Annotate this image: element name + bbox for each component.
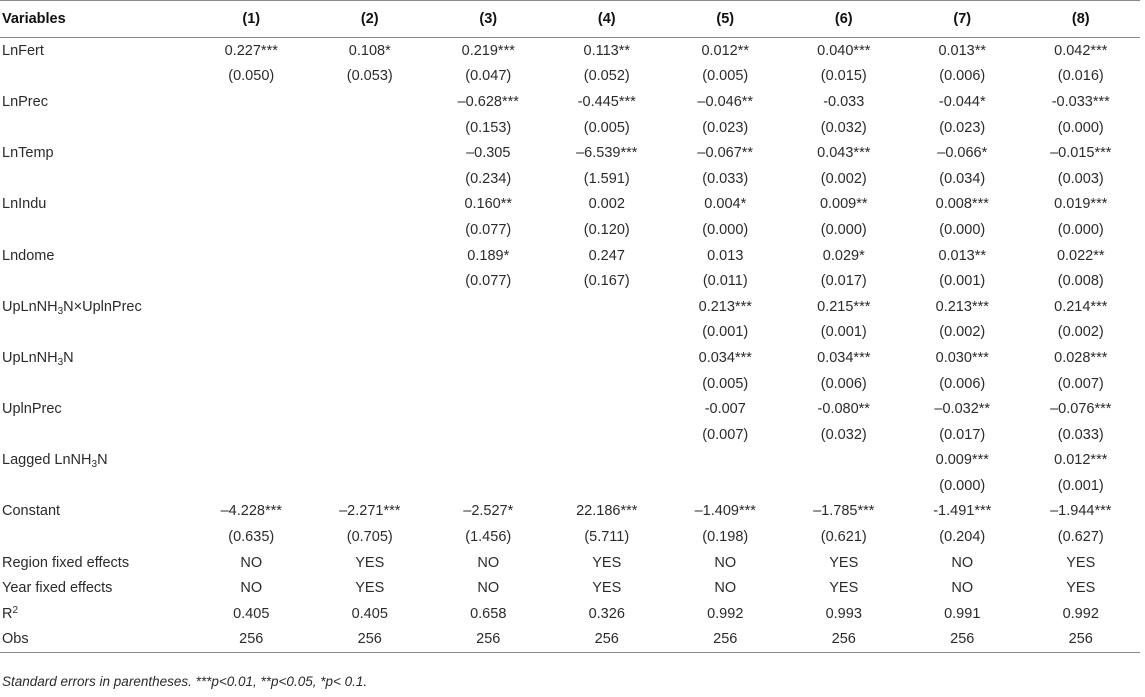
- cell-model-5: (0.001): [702, 324, 749, 341]
- cell-model-5: NO: [714, 554, 737, 571]
- cell-model-6: (0.001): [820, 324, 867, 341]
- variable-label: [0, 320, 192, 346]
- cell-model-8: 0.042***: [1054, 42, 1108, 59]
- variable-label: [0, 268, 192, 294]
- cell-model-4: [548, 422, 667, 448]
- cell-model-4: 22.186***: [576, 503, 638, 520]
- cell-model-5: (0.033): [702, 170, 749, 187]
- cell-model-7: (0.017): [939, 426, 986, 443]
- cell-model-1: [192, 448, 311, 474]
- cell-model-2: (0.053): [346, 68, 393, 85]
- cell-model-4: 0.002: [588, 196, 625, 213]
- cell-model-8: YES: [1066, 554, 1096, 571]
- cell-model-7: –0.066*: [937, 145, 988, 162]
- cell-model-6: 0.043***: [817, 145, 871, 162]
- cell-model-1: [192, 268, 311, 294]
- cell-model-5: (0.007): [702, 426, 749, 443]
- label-text: LnFert: [2, 42, 44, 59]
- row-lnindu-se: [0, 217, 1140, 243]
- label-text: LnPrec: [2, 93, 48, 110]
- cell-model-7: (0.000): [939, 221, 986, 238]
- cell-model-6: (0.015): [820, 68, 867, 85]
- variable-label: [0, 601, 192, 627]
- cell-model-2: YES: [355, 554, 385, 571]
- variable-label: [0, 550, 192, 576]
- cell-model-8: –1.944***: [1050, 503, 1112, 520]
- cell-model-5: 0.013: [707, 247, 744, 264]
- cell-model-7: –0.032**: [934, 401, 991, 418]
- cell-model-2: –2.271***: [339, 503, 401, 520]
- header-variables: Variables: [0, 1, 192, 38]
- cell-model-8: (0.016): [1057, 68, 1104, 85]
- cell-model-6: (0.006): [820, 375, 867, 392]
- cell-model-6: 0.009**: [819, 196, 868, 213]
- variable-label: [0, 89, 192, 115]
- cell-model-2: [311, 192, 430, 218]
- cell-model-3: (0.153): [465, 119, 512, 136]
- cell-model-7: 0.030***: [935, 349, 989, 366]
- variable-label: [0, 64, 192, 90]
- cell-model-6: 0.029*: [822, 247, 865, 264]
- cell-model-3: 256: [429, 627, 548, 653]
- variable-label: [0, 294, 192, 320]
- cell-model-6: [785, 448, 904, 474]
- cell-model-4: (0.120): [583, 221, 630, 238]
- row-lntemp: [0, 140, 1140, 166]
- cell-model-4: YES: [592, 554, 622, 571]
- cell-model-5: NO: [714, 580, 737, 597]
- cell-model-1: [192, 243, 311, 269]
- cell-model-2: [311, 89, 430, 115]
- cell-model-4: [548, 320, 667, 346]
- cell-model-3: (0.234): [465, 170, 512, 187]
- row-uplnnh3n: [0, 345, 1140, 371]
- cell-model-2: [311, 115, 430, 141]
- variable-label: [0, 524, 192, 550]
- cell-model-2: (0.705): [346, 529, 393, 546]
- cell-model-1: (0.635): [228, 529, 275, 546]
- label-subscript: 3: [57, 356, 64, 368]
- variable-label: [0, 115, 192, 141]
- variable-label: [0, 192, 192, 218]
- cell-model-8: –0.015***: [1050, 145, 1112, 162]
- cell-model-3: –0.628***: [457, 93, 519, 110]
- cell-model-1: [192, 345, 311, 371]
- label-text: Constant: [2, 503, 61, 520]
- cell-model-7: (0.002): [939, 324, 986, 341]
- variable-label: [0, 448, 192, 474]
- cell-model-8: 0.022**: [1056, 247, 1105, 264]
- cell-model-6: YES: [829, 580, 859, 597]
- cell-model-1: 0.405: [233, 605, 270, 622]
- cell-model-5: 0.992: [707, 605, 744, 622]
- cell-model-8: (0.002): [1057, 324, 1104, 341]
- cell-model-4: YES: [592, 580, 622, 597]
- variable-label: [0, 627, 192, 653]
- cell-model-8: (0.000): [1057, 119, 1104, 136]
- cell-model-4: (5.711): [584, 529, 630, 546]
- variable-label: [0, 371, 192, 397]
- row-lnprec-se: [0, 115, 1140, 141]
- table-header: [0, 1, 1140, 38]
- cell-model-8: 0.214***: [1054, 298, 1108, 315]
- cell-model-3: (0.047): [465, 68, 512, 85]
- row-lnindu: [0, 192, 1140, 218]
- cell-model-7: 0.013**: [938, 42, 987, 59]
- cell-model-8: (0.007): [1057, 375, 1104, 392]
- cell-model-3: NO: [477, 580, 500, 597]
- cell-model-7: (0.204): [939, 529, 986, 546]
- variable-label: [0, 473, 192, 499]
- label-text: UpLnNH: [2, 349, 58, 366]
- cell-model-6: YES: [829, 554, 859, 571]
- cell-model-1: [192, 89, 311, 115]
- cell-model-5: (0.005): [702, 375, 749, 392]
- cell-model-3: [429, 396, 548, 422]
- cell-model-5: –1.409***: [694, 503, 756, 520]
- cell-model-4: (0.005): [583, 119, 630, 136]
- row-year-fe: [0, 575, 1140, 601]
- cell-model-5: (0.023): [702, 119, 749, 136]
- cell-model-7: 0.013**: [938, 247, 987, 264]
- cell-model-2: [311, 243, 430, 269]
- cell-model-5: (0.011): [702, 273, 748, 290]
- cell-model-3: 0.658: [470, 605, 507, 622]
- cell-model-5: 256: [666, 627, 785, 653]
- row-uplnprec-se: [0, 422, 1140, 448]
- cell-model-8: (0.001): [1057, 477, 1104, 494]
- header-model-2: (2): [311, 1, 430, 38]
- cell-model-5: 0.034***: [698, 349, 752, 366]
- cell-model-3: [429, 448, 548, 474]
- cell-model-5: [666, 448, 785, 474]
- cell-model-3: (1.456): [465, 529, 512, 546]
- cell-model-1: [192, 371, 311, 397]
- cell-model-3: [429, 320, 548, 346]
- cell-model-1: –4.228***: [220, 503, 282, 520]
- label-text: Lagged LnNH: [2, 452, 92, 469]
- cell-model-4: 0.247: [588, 247, 625, 264]
- cell-model-1: [192, 473, 311, 499]
- cell-model-6: (0.621): [820, 529, 867, 546]
- label-text: UpLnNH: [2, 298, 58, 315]
- cell-model-2: [311, 371, 430, 397]
- label-subscript: 3: [91, 459, 98, 471]
- cell-model-1: NO: [240, 554, 263, 571]
- cell-model-4: 0.113**: [583, 42, 630, 59]
- cell-model-2: [311, 448, 430, 474]
- cell-model-5: [666, 473, 785, 499]
- cell-model-2: [311, 473, 430, 499]
- cell-model-6: 0.040***: [817, 42, 871, 59]
- row-lnfert-se: [0, 64, 1140, 90]
- row-uplnprec: [0, 396, 1140, 422]
- cell-model-3: –0.305: [466, 145, 511, 162]
- table-body: [0, 38, 1140, 653]
- cell-model-8: 0.019***: [1054, 196, 1108, 213]
- cell-model-3: [429, 345, 548, 371]
- variable-label: [0, 243, 192, 269]
- cell-model-6: (0.002): [820, 170, 867, 187]
- row-lndome-se: [0, 268, 1140, 294]
- row-lntemp-se: [0, 166, 1140, 192]
- variable-label: [0, 499, 192, 525]
- cell-model-7: -0.044*: [938, 93, 986, 110]
- cell-model-1: [192, 422, 311, 448]
- cell-model-6: (0.017): [820, 273, 867, 290]
- cell-model-8: (0.627): [1057, 529, 1104, 546]
- cell-model-3: (0.077): [465, 221, 512, 238]
- cell-model-3: 0.219***: [461, 42, 515, 59]
- cell-model-4: [548, 345, 667, 371]
- cell-model-7: 0.008***: [935, 196, 989, 213]
- cell-model-6: 256: [785, 627, 904, 653]
- cell-model-3: 0.189*: [467, 247, 510, 264]
- cell-model-7: 0.991: [944, 605, 981, 622]
- cell-model-1: [192, 192, 311, 218]
- variable-label: [0, 217, 192, 243]
- cell-model-1: 256: [192, 627, 311, 653]
- label-text: Year fixed effects: [2, 580, 113, 597]
- cell-model-1: [192, 294, 311, 320]
- row-r2: [0, 601, 1140, 627]
- header-model-4: (4): [548, 1, 667, 38]
- cell-model-8: 0.992: [1062, 605, 1099, 622]
- cell-model-7: (0.006): [939, 375, 986, 392]
- cell-model-8: -0.033***: [1051, 93, 1110, 110]
- cell-model-8: (0.033): [1057, 426, 1104, 443]
- variable-label: [0, 575, 192, 601]
- cell-model-5: –0.067**: [697, 145, 754, 162]
- label-text: N×UplnPrec: [63, 298, 142, 315]
- cell-model-2: [311, 294, 430, 320]
- cell-model-4: [548, 396, 667, 422]
- cell-model-1: [192, 320, 311, 346]
- cell-model-2: 0.405: [351, 605, 388, 622]
- cell-model-2: [311, 396, 430, 422]
- cell-model-5: 0.213***: [698, 298, 752, 315]
- row-lnfert: [0, 38, 1140, 64]
- cell-model-3: (0.077): [465, 273, 512, 290]
- cell-model-3: NO: [477, 554, 500, 571]
- cell-model-7: (0.023): [939, 119, 986, 136]
- cell-model-1: [192, 115, 311, 141]
- cell-model-4: –6.539***: [576, 145, 638, 162]
- cell-model-7: 256: [903, 627, 1022, 653]
- cell-model-4: 0.326: [588, 605, 625, 622]
- cell-model-2: [311, 217, 430, 243]
- variable-label: [0, 38, 192, 64]
- row-constant-se: [0, 524, 1140, 550]
- cell-model-5: (0.000): [702, 221, 749, 238]
- label-text: N: [63, 349, 74, 366]
- cell-model-4: (1.591): [583, 170, 630, 187]
- label-text: N: [97, 452, 108, 469]
- label-text: LnIndu: [2, 196, 47, 213]
- cell-model-3: [429, 294, 548, 320]
- variable-label: [0, 422, 192, 448]
- row-lagged: [0, 448, 1140, 474]
- cell-model-6: 0.215***: [817, 298, 871, 315]
- cell-model-1: 0.227***: [224, 42, 278, 59]
- cell-model-2: [311, 320, 430, 346]
- cell-model-3: –2.527*: [463, 503, 514, 520]
- row-constant: [0, 499, 1140, 525]
- header-model-3: (3): [429, 1, 548, 38]
- cell-model-5: (0.198): [702, 529, 749, 546]
- cell-model-7: (0.001): [939, 273, 986, 290]
- cell-model-1: [192, 396, 311, 422]
- cell-model-4: [548, 294, 667, 320]
- label-text: LnTemp: [2, 145, 54, 162]
- row-uplnnh3n-se: [0, 371, 1140, 397]
- cell-model-4: [548, 371, 667, 397]
- row-lndome: [0, 243, 1140, 269]
- cell-model-7: (0.006): [939, 68, 986, 85]
- cell-model-1: [192, 140, 311, 166]
- cell-model-7: 0.213***: [935, 298, 989, 315]
- cell-model-6: [785, 473, 904, 499]
- cell-model-3: [429, 473, 548, 499]
- header-model-7: (7): [903, 1, 1022, 38]
- cell-model-5: 0.012**: [701, 42, 750, 59]
- cell-model-8: 0.012***: [1054, 452, 1108, 469]
- cell-model-2: [311, 140, 430, 166]
- cell-model-5: (0.005): [702, 68, 749, 85]
- cell-model-2: [311, 166, 430, 192]
- cell-model-4: (0.167): [583, 273, 630, 290]
- row-obs: [0, 627, 1140, 653]
- cell-model-4: -0.445***: [577, 93, 636, 110]
- cell-model-8: YES: [1066, 580, 1096, 597]
- label-superscript: 2: [12, 604, 19, 616]
- cell-model-8: (0.000): [1057, 221, 1104, 238]
- cell-model-2: YES: [355, 580, 385, 597]
- cell-model-7: NO: [951, 580, 974, 597]
- cell-model-4: [548, 473, 667, 499]
- cell-model-7: (0.000): [939, 477, 986, 494]
- cell-model-2: 256: [311, 627, 430, 653]
- row-lnprec: [0, 89, 1140, 115]
- cell-model-2: [311, 268, 430, 294]
- cell-model-6: –1.785***: [813, 503, 875, 520]
- cell-model-6: -0.080**: [817, 401, 870, 418]
- header-model-6: (6): [785, 1, 904, 38]
- header-row: [0, 1, 1140, 38]
- row-interaction-se: [0, 320, 1140, 346]
- cell-model-5: 0.004*: [704, 196, 747, 213]
- variable-label: [0, 396, 192, 422]
- cell-model-1: [192, 217, 311, 243]
- cell-model-5: -0.007: [704, 401, 746, 418]
- cell-model-6: (0.032): [820, 426, 867, 443]
- cell-model-1: NO: [240, 580, 263, 597]
- cell-model-1: [192, 166, 311, 192]
- cell-model-2: 0.108*: [348, 42, 391, 59]
- cell-model-7: -1.491***: [933, 503, 992, 520]
- cell-model-1: (0.050): [228, 68, 275, 85]
- cell-model-7: 0.009***: [935, 452, 989, 469]
- cell-model-6: (0.000): [820, 221, 867, 238]
- cell-model-8: 0.028***: [1054, 349, 1108, 366]
- cell-model-7: NO: [951, 554, 974, 571]
- cell-model-3: [429, 422, 548, 448]
- label-subscript: 3: [57, 305, 64, 317]
- cell-model-8: (0.003): [1057, 170, 1104, 187]
- variable-label: [0, 345, 192, 371]
- cell-model-6: (0.032): [820, 119, 867, 136]
- cell-model-8: 256: [1022, 627, 1141, 653]
- table-footnote: Standard errors in parentheses. ***p<0.01, **p<0.05, *p< 0.1.: [2, 674, 368, 689]
- variable-label: [0, 140, 192, 166]
- cell-model-4: 256: [548, 627, 667, 653]
- label-text: UplnPrec: [2, 401, 62, 418]
- header-model-1: (1): [192, 1, 311, 38]
- cell-model-2: [311, 345, 430, 371]
- row-region-fe: [0, 550, 1140, 576]
- cell-model-2: [311, 422, 430, 448]
- cell-model-4: (0.052): [583, 68, 630, 85]
- cell-model-5: –0.046**: [697, 93, 754, 110]
- cell-model-3: 0.160**: [464, 196, 513, 213]
- label-text: R: [2, 605, 13, 622]
- row-interaction: [0, 294, 1140, 320]
- cell-model-8: –0.076***: [1050, 401, 1112, 418]
- cell-model-8: (0.008): [1057, 273, 1104, 290]
- cell-model-3: [429, 371, 548, 397]
- cell-model-4: [548, 448, 667, 474]
- header-model-5: (5): [666, 1, 785, 38]
- variable-label: [0, 166, 192, 192]
- label-text: Lndome: [2, 247, 55, 264]
- label-text: Obs: [2, 631, 29, 648]
- cell-model-6: 0.034***: [817, 349, 871, 366]
- cell-model-6: -0.033: [823, 93, 865, 110]
- label-text: Region fixed effects: [2, 554, 130, 571]
- cell-model-7: (0.034): [939, 170, 986, 187]
- row-lagged-se: [0, 473, 1140, 499]
- cell-model-6: 0.993: [825, 605, 862, 622]
- header-model-8: (8): [1022, 1, 1141, 38]
